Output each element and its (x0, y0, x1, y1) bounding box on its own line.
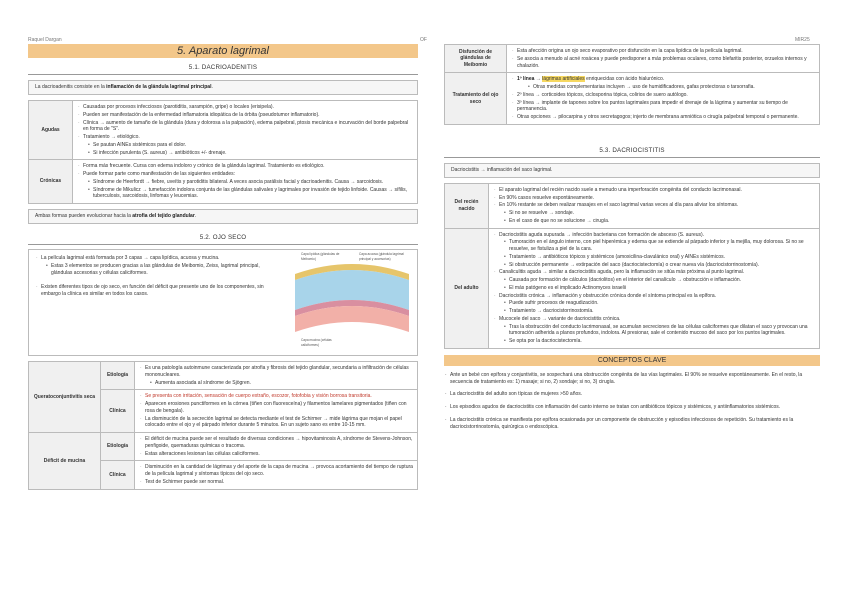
section-5-3-title: 5.3. DACRIOCISTITIS (444, 141, 820, 158)
intro-bold: inflamación de la glándula lagrimal principal (106, 84, 212, 91)
rn-line: · El aparato lagrimal del recién nacido suele a menudo una imperforación congénita del conducto lacrimonasal. (493, 187, 815, 194)
agudas-line: · Tratamiento → etiológico. (77, 134, 413, 141)
dacrioadenitis-table (28, 100, 418, 204)
rn-line: · En 90% casos resuelve espontáneamente. (493, 195, 815, 202)
concepto-item: · Ante un bebé con epífora y conjuntivitis, se sospechará una obstrucción congénita de las vías lagrimales. El 90% se resuelve espontáneamente. En el resto, la secuencia de tratamiento es: 1) masaje; si no, 2) sondaje; si no, 3) cirugía. (444, 372, 820, 386)
ojo-seco-line: · La película lagrimal está formada por 3 capas → capa lipídica, acuosa y mucina. (35, 255, 281, 262)
adulto-line: · Dacriocistitis crónica → inflamación y obstrucción crónica donde el síntoma principal es la epífora. (493, 293, 815, 300)
concepto-item: · La dacriocistitis del adulto son típicas de mujeres >50 años. (444, 391, 820, 398)
adulto-line: • Si obstrucción permanente → extirpación del saco (dacriocistectomía) o crear nueva vía (dacriocistorrinostomía). (493, 262, 815, 269)
adulto-line: • Se opta por la dacriocistectomía. (493, 338, 815, 345)
cronicas-line: · Forma más frecuente. Cursa con edema indoloro y crónico de la glándula lagrimal. Tratamiento es etiológico. (77, 163, 413, 170)
cronicas-line: • Síndrome de Mikulicz → tumefacción indolora conjunta de las glándulas salivales y lagrimales por invasión de tejido linfoide. Causas → sífilis, tuberculosis, sarcoidosis, linfomas y leucemias. (77, 187, 413, 201)
ojo-seco-intro (28, 249, 418, 356)
trat-line: · Otras opciones → pilocarpina y otros secretagogos; injerto de membrana amniótica o cirugía palpebral temporal o permanente. (511, 114, 815, 121)
qcs-etiologia-label: Etiología (101, 362, 135, 390)
intro-text: La dacrioadenitis consiste en la (35, 84, 107, 91)
adulto-content (489, 228, 820, 348)
dm-etiologia-label: Etiología (101, 433, 135, 461)
dm-etiologia-content (135, 433, 418, 461)
dm-clinica-label: Clínica (101, 461, 135, 489)
qcs-clinica-label: Clínica (101, 390, 135, 433)
dm-clinica-content (135, 461, 418, 489)
qcs-line: · Aparecen erosiones punctiformes en la córnea (tiñen con fluoresceína) y filamentos lamelares pigmentados (tiñen con rosa de bengala). (139, 401, 413, 415)
agudas-line: • Si infección purulenta (S. aureus) → antibióticos +/- drenaje. (77, 150, 413, 157)
agudas-line: • Se pautan AINEs sistémicos para el dolor. (77, 142, 413, 149)
dacrioadenitis-intro: La dacrioadenitis consiste en la inflamación de la glándula lagrimal principal. (28, 80, 418, 95)
qcs-etiologia-content (135, 362, 418, 390)
cronicas-line: • Síndrome de Heerfordt → fiebre, uveítis y parotiditis bilateral. A veces asocia parálisis facial y dacrioadenitis. Causa → sarcoidosis. (77, 179, 413, 186)
chapter-title: 5. Aparato lagrimal (28, 44, 418, 58)
agudas-content (73, 101, 418, 160)
right-column (444, 44, 820, 430)
dacrioadenitis-footer: Ambas formas pueden evolucionar hacia la atrofia del tejido glandular. (28, 209, 418, 224)
dacriocistitis-table (444, 183, 820, 349)
rn-line: • En el caso de que no se solucione → cirugía. (493, 218, 815, 225)
cronicas-content (73, 160, 418, 204)
trat-highlight: lágrimas artificiales (542, 76, 585, 83)
dm-line: · Test de Schirmer puede ser normal. (139, 479, 413, 486)
agudas-line: · Clínica → aumento de tamaño de la glándula (dura y dolorosa a la palpación), edema palpebral, ptosis mecánica e incurvación del borde palpebral en forma de "S". (77, 120, 413, 134)
adulto-line: • Tratamiento → antibióticos tópicos y sistémicos (amoxicilina-clavulánico oral) y AINEs sistémicos. (493, 254, 815, 261)
adulto-line: • El más patógeno es el implicado Actinomyces israelii (493, 285, 815, 292)
dgm-content (507, 45, 820, 73)
dacriocistitis-intro: Dacriocistitis → inflamación del saco lagrimal. (444, 163, 820, 178)
ojo-seco-table (28, 361, 418, 490)
tear-film-figure (287, 250, 417, 355)
adulto-line: · Mucocele del saco → variante de dacriocistitis crónica. (493, 316, 815, 323)
trat-content (507, 73, 820, 125)
trat-line-prefix: 1º línea → (517, 76, 543, 83)
qcs-line: · Es una patología autoinmune caracterizada por atrofia y fibrosis del tejido glandular, secundaria a infiltración de células mononucleares. (139, 365, 413, 379)
dm-line: · Disminución en la cantidad de lágrimas y del aporte de la capa de mucina → provoca acortamiento del tiempo de ruptura de la película lagrimal y síntomas típicos del ojo seco. (139, 464, 413, 478)
trat-label: Tratamiento del ojo seco (445, 73, 507, 125)
qcs-line: · Se presenta con irritación, sensación de cuerpo extraño, escozor, fotofobia y visión borrosa transitoria. (139, 393, 413, 400)
rn-label: Del recién nacido (445, 183, 489, 228)
agudas-label: Agudas (29, 101, 73, 160)
cronicas-line: · Puede formar parte como manifestación de las siguientes entidades: (77, 171, 413, 178)
adulto-label: Del adulto (445, 228, 489, 348)
adulto-line: • Tratamiento → dacriocistorrinostomía. (493, 308, 815, 315)
agudas-line: · Pueden ser manifestación de la enfermedad inflamatoria idiopática de la órbita (pseudotumor inflamatorio). (77, 112, 413, 119)
dm-line: · Estas alteraciones lesionan las células caliciformes. (139, 451, 413, 458)
aqueous-layer-caption: Capa acuosa (glándula lagrimal principal y accesorias) (359, 252, 404, 261)
concepto-item: · Los episodios agudos de dacriocistitis con inflamación del canto interno se tratan con antibióticos tópicos y sistémicos, y antiinflamatorios sistémicos. (444, 404, 820, 411)
dm-line: · El déficit de mucina puede ser el resultado de diversas condiciones → hipovitaminosis A, síndrome de Stevens-Johnson, penfigoide, quemaduras químicas o tracoma. (139, 436, 413, 450)
header-center: OF (420, 37, 427, 43)
agudas-line: · Causadas por procesos infecciosos (parotiditis, sarampión, gripe) o locales (erisipela). (77, 104, 413, 111)
footer-bold: atrofia del tejido glandular (132, 213, 195, 220)
qcs-line: · La disminución de la secreción lagrimal se detecta mediante el test de Schirmer → mide lágrima que mojan el papel colocado entre el ojo y el párpado inferior durante 5 minutos. En un sujeto sano es entre 10-15 mm. (139, 416, 413, 430)
header-left: Raquel Dargan (28, 37, 62, 43)
concepto-item: · La dacriocistitis crónica se manifiesta por epífora ocasionada por un componente de obstrucción y episodios infecciosos de repetición. Su tratamiento es la dacriocistorrinostomía, quirúrgica o endoscópica. (444, 417, 820, 431)
trat-line (511, 76, 815, 83)
rn-content (489, 183, 820, 228)
dm-label: Déficit de mucina (29, 433, 101, 490)
trat-line: · 3º línea → implante de tapones sobre los puntos lagrimales para impedir el drenaje de la lágrima y aumentar su tiempo de permanencia. (511, 100, 815, 114)
lipid-layer-caption: Capa lipídica (glándulas de Meibomio) (301, 252, 340, 261)
qcs-label: Queratoconjuntivitis seca (29, 362, 101, 433)
dgm-label: Disfunción de glándulas de Meibomio (445, 45, 507, 73)
footer-text: Ambas formas pueden evolucionar hacia la (35, 213, 133, 220)
ojo-seco-text (29, 250, 287, 355)
section-5-1-title: 5.1. DACRIOADENITIS (28, 58, 418, 75)
trat-line-suffix: enriquecidas con ácido hialurónico. (584, 76, 665, 83)
qcs-line: • Aumenta asociada al síndrome de Sjögren. (139, 380, 413, 387)
trat-line: · 2º línea → corticoides tópicos, ciclosporina tópica, colirios de suero autólogo. (511, 92, 815, 99)
adulto-line: • Causada por formación de cálculos (dacriolitos) en el interior del canalículo → obstrucción e inflamación. (493, 277, 815, 284)
left-column (28, 44, 418, 490)
cronicas-label: Crónicas (29, 160, 73, 204)
ojo-seco-line: · Existen diferentes tipos de ojo seco, en función del déficit que presente uno de los componentes, sin embargo la clínica es similar en todos los casos. (35, 284, 281, 298)
header-right: MIR25 (795, 37, 810, 43)
adulto-line: · Canaliculitis aguda → similar a dacriocistitis aguda, pero la inflamación se sitúa más próxima al punto lagrimal. (493, 269, 815, 276)
rn-line: • Si no se resuelve → sondaje. (493, 210, 815, 217)
ojo-seco-continued-table (444, 44, 820, 125)
conceptos-clave-title: CONCEPTOS CLAVE (444, 355, 820, 366)
mucin-layer-caption: Capa mucina (células caliciformes) (301, 338, 332, 347)
dgm-line: · Se asocia a menudo al acné rosácea y puede predisponer a más problemas oculares, como blefaritis posterior, orzuelos internos y chalazión. (511, 56, 815, 70)
adulto-line: • Tumoración en el ángulo interno, con piel hiperémica y edema que se extiende al párpado inferior y la mejilla, muy dolorosa. Si no se resuelve, se fistuliza a piel de la cara. (493, 239, 815, 253)
adulto-line: · Dacriocistitis aguda supurada → infección bacteriana con formación de absceso (S. aureus). (493, 232, 815, 239)
rn-line: · En 10% restante se deben realizar masajes en el saco lagrimal varias veces al día para aliviar los síntomas. (493, 202, 815, 209)
adulto-line: • Tras la obstrucción del conducto lacrimonasal, se acumulan secreciones de las células caliciformes que dilatan el saco y provocan una tumoración adherida a planos profundos, indolora. Al presionar, sale el contenido mucoso del saco por los puntos lagrimales. (493, 324, 815, 338)
adulto-line: • Puede sufrir procesos de reagudización. (493, 300, 815, 307)
trat-line: • Otras medidas complementarias incluyen → uso de humidificadores, gafas protectoras o tarsorrafia. (511, 84, 815, 91)
dgm-line: · Esta afección origina un ojo seco evaporativo por disfunción en la capa lipídica de la película lagrimal. (511, 48, 815, 55)
ojo-seco-line: • Estas 3 elementos se producen gracias a las glándulas de Meibomio, Zeiss, lagrimal principal, glándulas accesorias y células caliciformes. (35, 263, 281, 277)
qcs-clinica-content (135, 390, 418, 433)
section-5-2-title: 5.2. OJO SECO (28, 228, 418, 245)
